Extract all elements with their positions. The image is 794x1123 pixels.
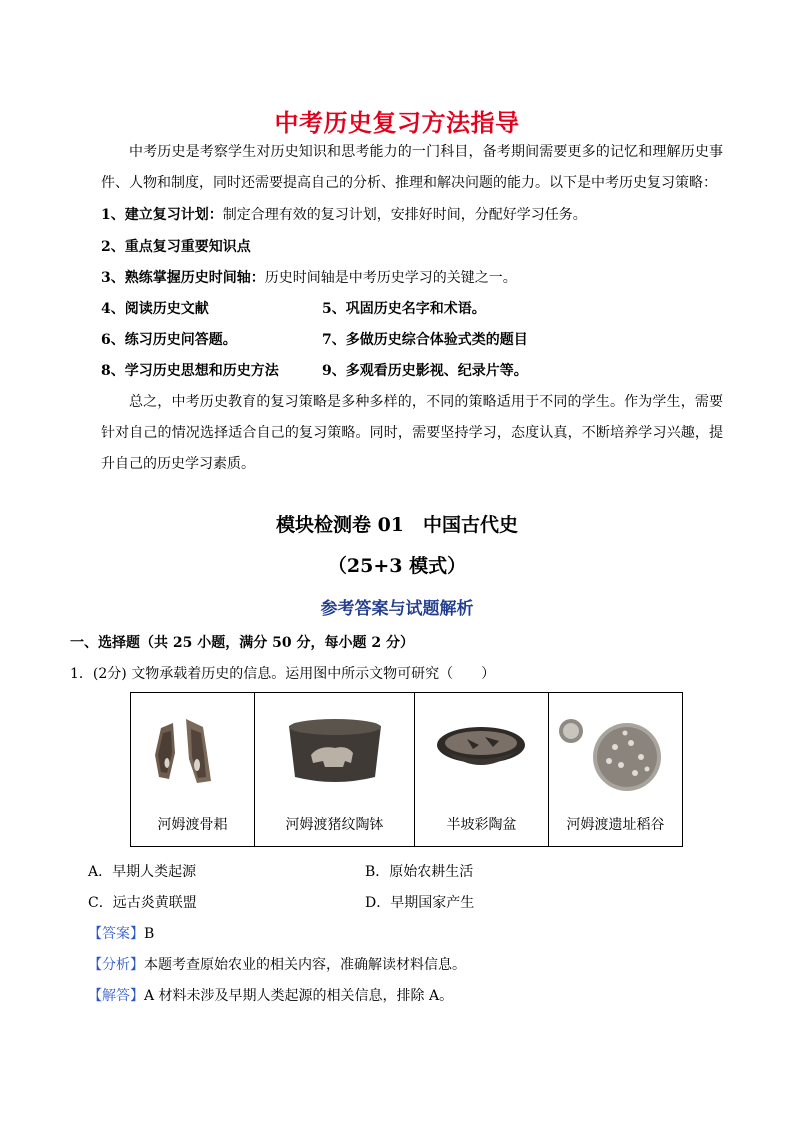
guide-item-5: 5、巩固历史名字和术语。 <box>322 301 486 317</box>
solution-tag: 【解答】 <box>88 988 144 1004</box>
artifact-cell-1 <box>131 693 255 846</box>
answer-value: B <box>144 926 155 942</box>
pig-pattern-pottery-bowl-icon <box>255 693 415 803</box>
guide-item-3-head: 3、熟练掌握历史时间轴： <box>101 270 265 286</box>
guide-item-9: 9、多观看历史影视、纪录片等。 <box>322 363 528 379</box>
section-title: 参考答案与试题解析 <box>320 599 474 619</box>
artifact-caption-1: 河姆渡骨耜 <box>157 817 228 833</box>
artifact-caption-2: 河姆渡猪纹陶钵 <box>285 817 384 833</box>
solution-line <box>88 985 453 1005</box>
guide-title: 中考历史复习方法指导 <box>274 109 520 137</box>
guide-item-8: 8、学习历史思想和历史方法 <box>101 363 279 379</box>
analysis-text: 本题考查原始农业的相关内容，准确解读材料信息。 <box>144 957 466 973</box>
exam-title: 模块检测卷 01 中国古代史 <box>275 514 519 536</box>
answer-line <box>88 923 154 943</box>
solution-text: A 材料未涉及早期人类起源的相关信息，排除 A。 <box>144 988 454 1004</box>
option-a: A．早期人类起源 <box>88 864 197 880</box>
guide-item-3-body: 历史时间轴是中考历史学习的关键之一。 <box>264 270 517 286</box>
guide-item-4: 4、阅读历史文献 <box>101 301 209 317</box>
option-c: C．远古炎黄联盟 <box>88 895 197 911</box>
option-b: B．原始农耕生活 <box>365 864 474 880</box>
guide-summary: 总之，中考历史教育的复习策略是多种多样的，不同的策略适用于不同的学生。作为学生，需要针对自己的情况选择适合自己的复习策略。同时，需要坚持学习，态度认真，不断培养学习兴趣，提升自己的历史学习素质。 <box>101 394 723 472</box>
analysis-tag: 【分析】 <box>88 957 144 973</box>
painted-pottery-basin-icon <box>415 693 549 803</box>
guide-item-1 <box>101 204 587 224</box>
bone-spade-icon <box>131 693 255 803</box>
guide-item-1-body: 制定合理有效的复习计划，安排好时间，分配好学习任务。 <box>222 207 587 223</box>
artifact-cell-2 <box>255 693 415 846</box>
artifact-caption-3: 半坡彩陶盆 <box>446 817 517 833</box>
artifact-image-table <box>130 692 683 847</box>
question-1-stem: 1．(2分) 文物承载着历史的信息。运用图中所示文物可研究（ ） <box>70 666 496 682</box>
option-d: D．早期国家产生 <box>365 895 475 911</box>
part-heading: 一、选择题（共 25 小题，满分 50 分，每小题 2 分） <box>70 635 414 651</box>
artifact-caption-4: 河姆渡遗址稻谷 <box>566 817 665 833</box>
artifact-cell-3 <box>415 693 549 846</box>
analysis-line <box>88 954 466 974</box>
exam-subtitle: （25+3 模式） <box>327 555 467 577</box>
guide-item-6: 6、练习历史问答题。 <box>101 332 237 348</box>
guide-intro: 中考历史是考察学生对历史知识和思考能力的一门科目，备考期间需要更多的记忆和理解历史事件、人物和制度，同时还需要提高自己的分析、推理和解决问题的能力。以下是中考历史复习策略： <box>101 144 723 191</box>
guide-item-1-head: 1、建立复习计划： <box>101 207 223 223</box>
guide-item-7: 7、多做历史综合体验式类的题目 <box>322 332 528 348</box>
artifact-cell-4 <box>549 693 682 846</box>
guide-item-2: 2、重点复习重要知识点 <box>101 239 251 255</box>
guide-item-3 <box>101 267 517 287</box>
rice-grain-icon <box>549 693 682 803</box>
answer-tag: 【答案】 <box>88 926 144 942</box>
